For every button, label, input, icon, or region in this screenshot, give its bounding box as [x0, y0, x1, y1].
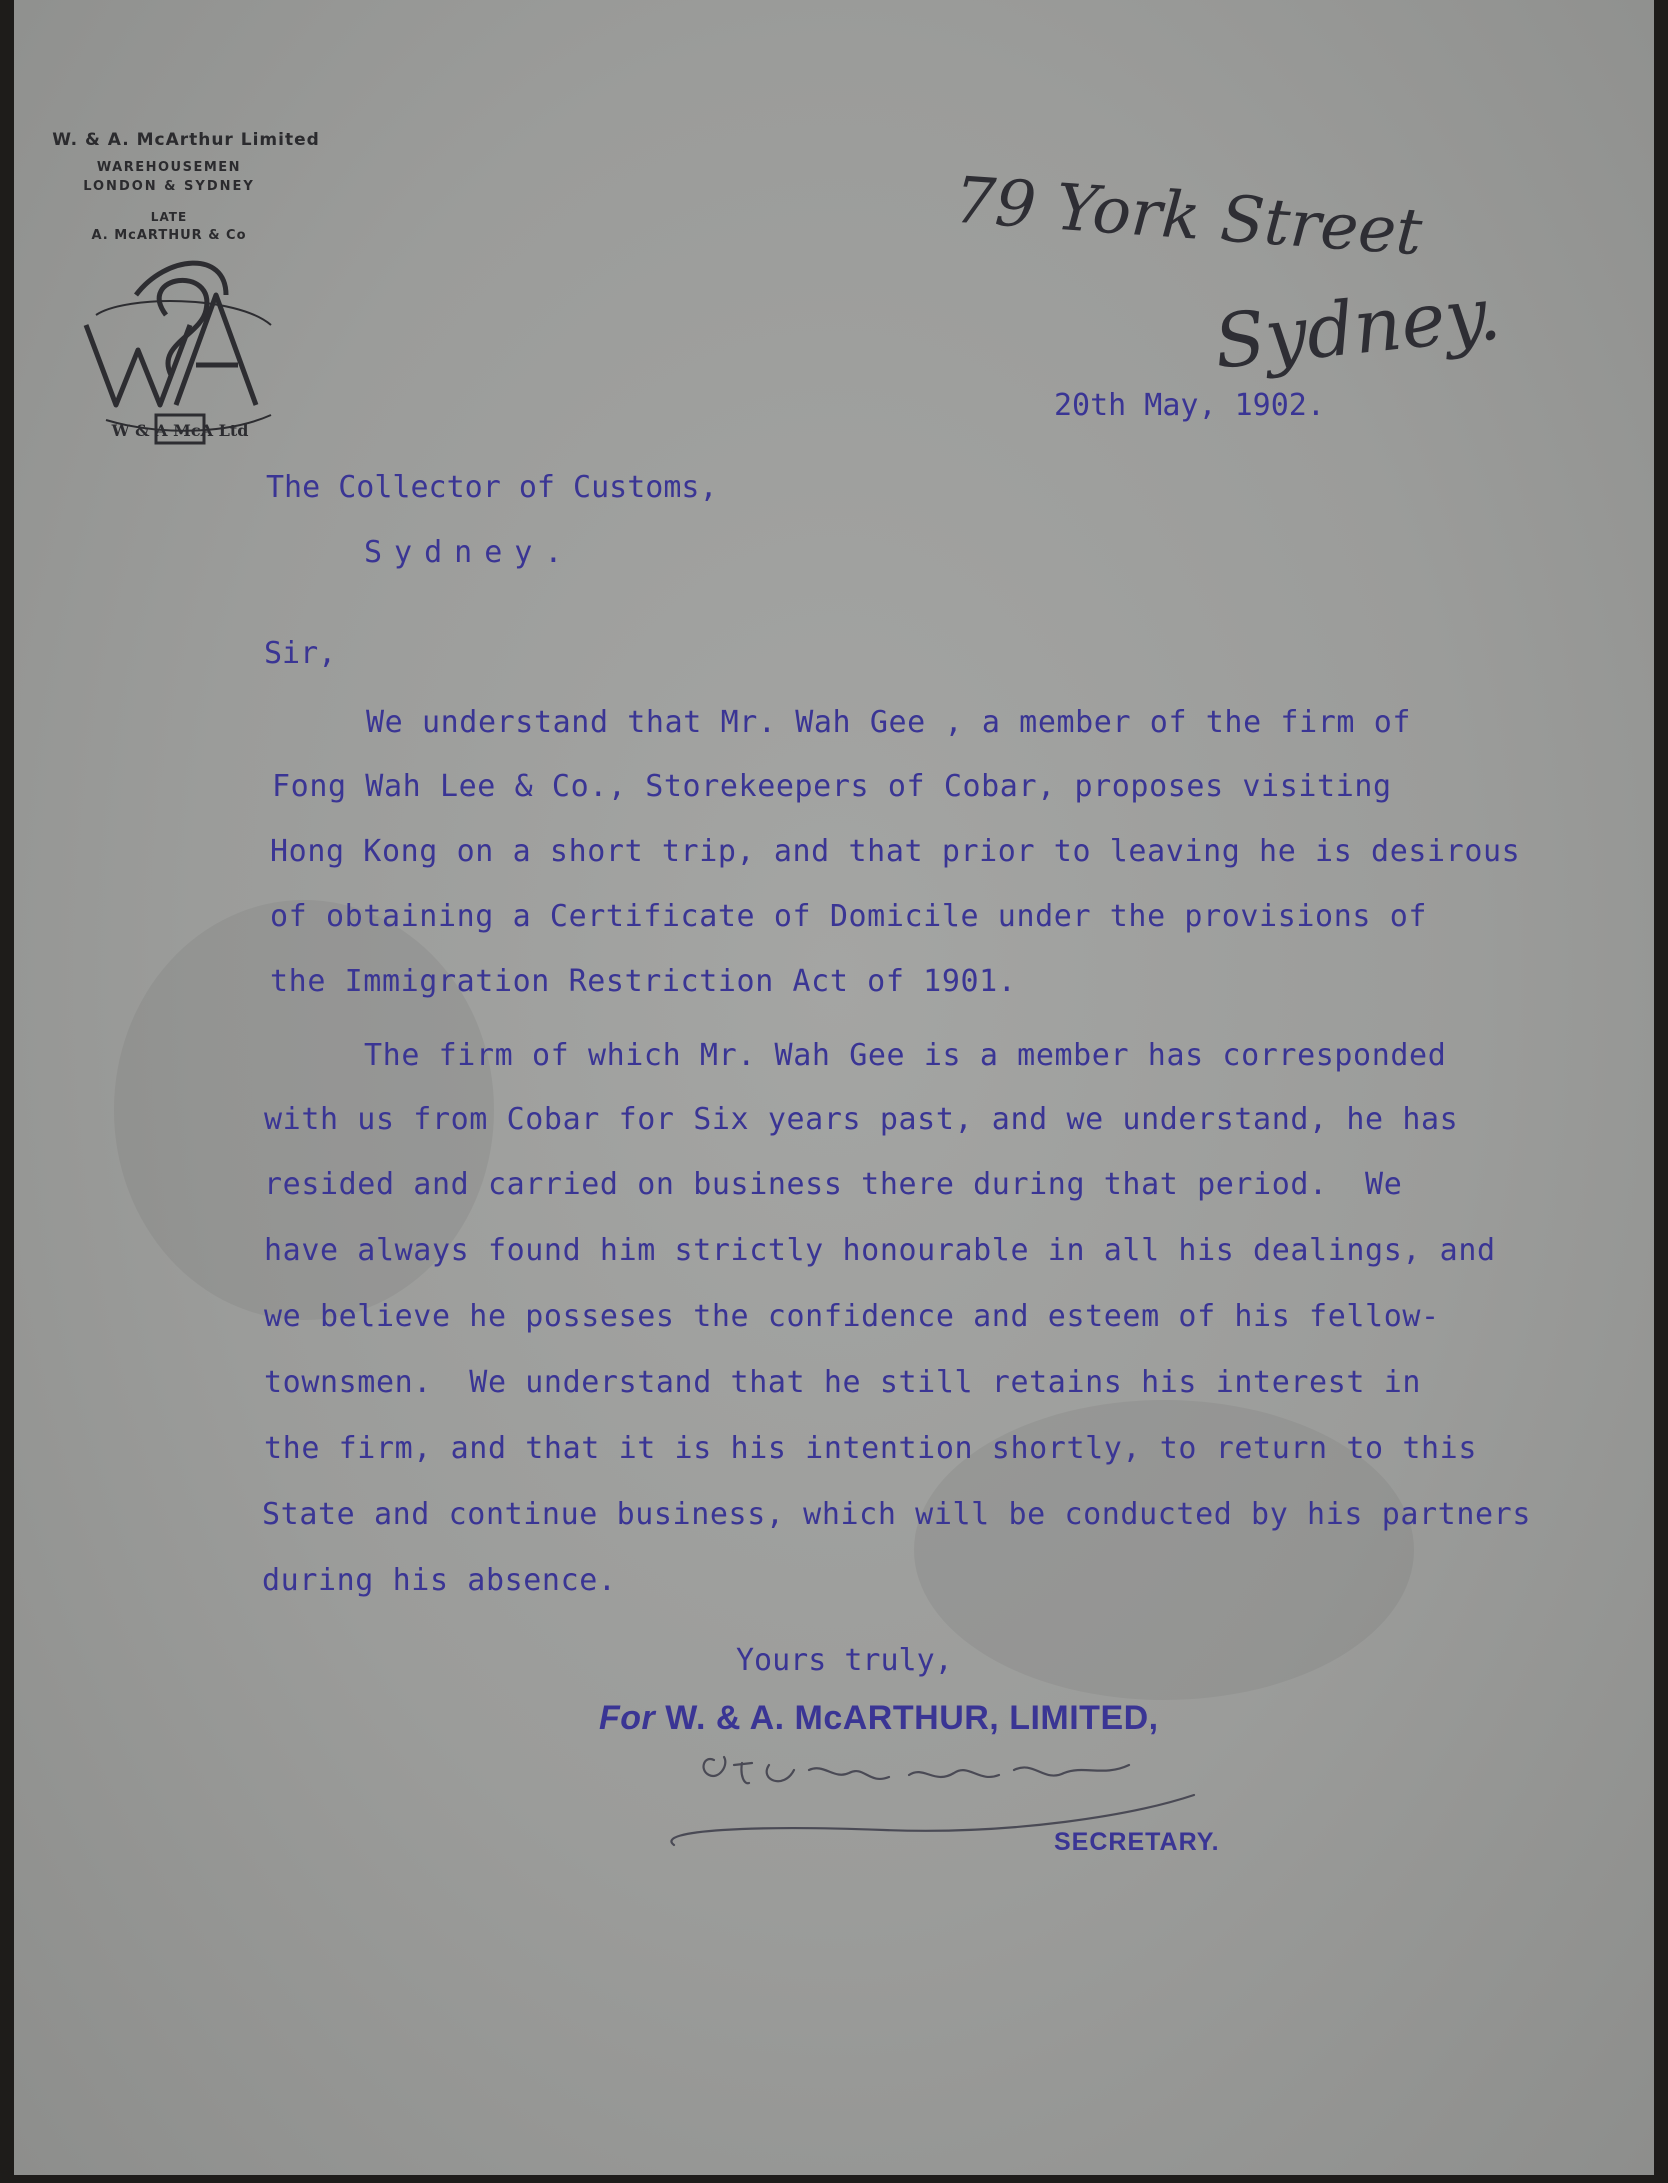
street-address: 79 York Street: [951, 163, 1425, 271]
letterhead-occupation: WAREHOUSEMEN: [96, 160, 242, 175]
letter-sheet: [14, 0, 1654, 2175]
letterhead-former-name: A. McARTHUR & Co: [91, 228, 247, 243]
letterhead-locations: LONDON & SYDNEY: [83, 179, 255, 194]
body-line: the firm, and that it is his intention shortly, to return to this: [264, 1431, 1477, 1466]
letterhead-late: LATE: [150, 210, 188, 224]
body-line: of obtaining a Certificate of Domicile under the provisions of: [270, 899, 1428, 934]
monogram-text: W & A McA Ltd: [111, 421, 249, 440]
salutation: Sir,: [264, 636, 337, 671]
addressee-line-1: The Collector of Customs,: [266, 470, 718, 505]
for-word: For: [599, 1699, 656, 1737]
closing: Yours truly,: [736, 1643, 953, 1678]
body-line: Fong Wah Lee & Co., Storekeepers of Cobar, proposes visiting: [272, 769, 1392, 804]
body-line: the Immigration Restriction Act of 1901.: [270, 964, 1017, 999]
city-address: Sydney.: [1210, 270, 1505, 386]
secretary-title: SECRETARY.: [1054, 1828, 1220, 1856]
addressee-line-2: Sydney.: [364, 535, 575, 570]
body-line: during his absence.: [262, 1563, 617, 1598]
company-sign-name: W. & A. McARTHUR, LIMITED,: [665, 1699, 1159, 1737]
body-line: townsmen. We understand that he still retains his interest in: [264, 1365, 1422, 1400]
letter-date: 20th May, 1902.: [1054, 388, 1325, 423]
body-line: resided and carried on business there during that period. We: [264, 1167, 1403, 1202]
body-line: We understand that Mr. Wah Gee , a member of the firm of: [366, 705, 1412, 740]
body-line: Hong Kong on a short trip, and that prior to leaving he is desirous: [270, 834, 1521, 869]
body-line: we believe he posseses the confidence and esteem of his fellow-: [264, 1299, 1440, 1334]
body-line: State and continue business, which will be conducted by his partners: [262, 1497, 1531, 1532]
body-line: with us from Cobar for Six years past, and we understand, he has: [264, 1102, 1459, 1137]
company-monogram-logo: [76, 255, 286, 455]
company-sign-off: [599, 1699, 1159, 1738]
body-line: The firm of which Mr. Wah Gee is a member has corresponded: [364, 1038, 1447, 1073]
body-line: have always found him strictly honourable in all his dealings, and: [264, 1233, 1496, 1268]
letterhead-company: W. & A. McArthur Limited: [52, 130, 320, 150]
